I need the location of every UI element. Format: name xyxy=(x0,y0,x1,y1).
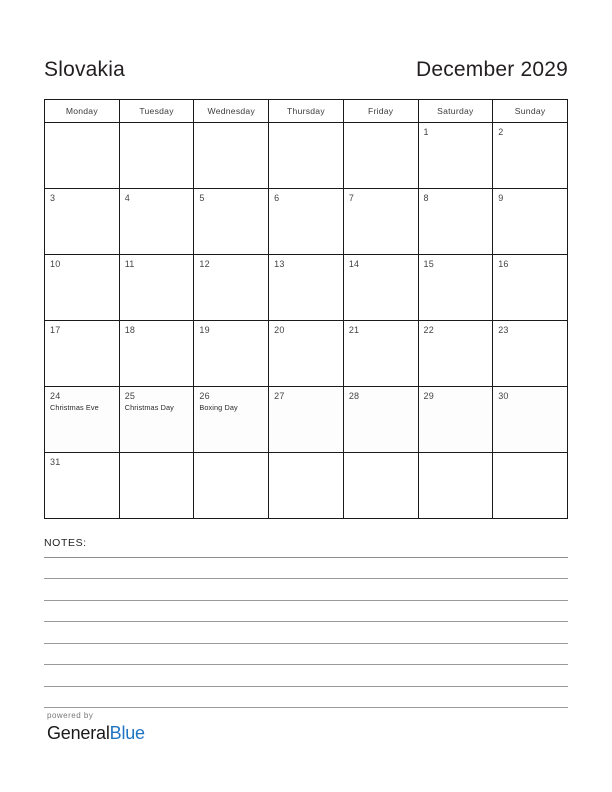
note-line[interactable] xyxy=(44,644,568,666)
day-number: 29 xyxy=(423,391,434,401)
calendar-week-row xyxy=(45,123,568,189)
note-line[interactable] xyxy=(44,579,568,601)
day-cell-6[interactable] xyxy=(269,189,344,255)
day-cell-empty xyxy=(119,123,194,189)
day-cell-13[interactable] xyxy=(269,255,344,321)
day-cell-16[interactable] xyxy=(493,255,568,321)
day-cell-empty xyxy=(343,453,418,519)
weekday-header-tuesday: Tuesday xyxy=(119,100,194,123)
day-cell-2[interactable] xyxy=(493,123,568,189)
brand-blue-text: Blue xyxy=(109,723,145,743)
day-number: 25 xyxy=(124,391,136,401)
day-number: 21 xyxy=(348,325,360,335)
day-number: 31 xyxy=(50,457,61,467)
weekday-header-thursday: Thursday xyxy=(269,100,344,123)
day-cell-21[interactable] xyxy=(343,321,418,387)
day-cell-1[interactable] xyxy=(418,123,493,189)
day-cell-5[interactable] xyxy=(194,189,269,255)
day-number: 20 xyxy=(274,325,285,335)
note-line[interactable] xyxy=(44,665,568,687)
day-number: 10 xyxy=(50,259,61,269)
day-number: 11 xyxy=(124,259,135,269)
note-line[interactable] xyxy=(44,558,568,580)
calendar-week-row xyxy=(45,255,568,321)
day-cell-17[interactable] xyxy=(45,321,120,387)
day-cell-empty xyxy=(493,453,568,519)
day-cell-10[interactable] xyxy=(45,255,120,321)
day-number: 2 xyxy=(498,127,504,137)
holiday-label: Christmas Eve xyxy=(50,403,99,412)
day-cell-12[interactable] xyxy=(194,255,269,321)
powered-by-label: powered by xyxy=(47,711,94,720)
day-cell-24[interactable] xyxy=(45,387,120,453)
day-cell-7[interactable] xyxy=(343,189,418,255)
weekday-header-saturday: Saturday xyxy=(418,100,493,123)
weekday-header-friday: Friday xyxy=(343,100,418,123)
day-number: 8 xyxy=(423,193,429,203)
calendar-week-row xyxy=(45,387,568,453)
day-number: 6 xyxy=(274,193,280,203)
day-number: 24 xyxy=(50,391,61,401)
weekday-header-wednesday: Wednesday xyxy=(194,100,269,123)
calendar-week-row xyxy=(45,189,568,255)
day-cell-23[interactable] xyxy=(493,321,568,387)
note-line[interactable] xyxy=(44,622,568,644)
day-number: 1 xyxy=(423,127,429,137)
day-number: 12 xyxy=(199,259,210,269)
holiday-label: Christmas Day xyxy=(124,403,174,412)
day-cell-empty xyxy=(269,453,344,519)
note-line[interactable] xyxy=(44,687,568,709)
day-cell-25[interactable] xyxy=(119,387,194,453)
calendar-week-row xyxy=(45,321,568,387)
day-cell-empty xyxy=(343,123,418,189)
note-line[interactable] xyxy=(44,601,568,623)
day-cell-26[interactable] xyxy=(194,387,269,453)
notes-lines xyxy=(44,555,568,709)
day-cell-20[interactable] xyxy=(269,321,344,387)
calendar-week-row xyxy=(45,453,568,519)
day-number: 30 xyxy=(498,391,509,401)
weekday-header-row xyxy=(45,100,568,123)
day-cell-9[interactable] xyxy=(493,189,568,255)
day-cell-8[interactable] xyxy=(418,189,493,255)
day-number: 18 xyxy=(124,325,136,335)
day-number: 19 xyxy=(199,325,210,335)
day-number: 23 xyxy=(498,325,509,335)
day-number: 15 xyxy=(423,259,434,269)
notes-label: NOTES: xyxy=(44,537,87,549)
day-number: 13 xyxy=(274,259,285,269)
day-cell-29[interactable] xyxy=(418,387,493,453)
brand-general-text: General xyxy=(47,723,110,743)
country-title: Slovakia xyxy=(44,57,125,81)
day-cell-19[interactable] xyxy=(194,321,269,387)
day-cell-empty xyxy=(119,453,194,519)
day-cell-empty xyxy=(269,123,344,189)
day-cell-3[interactable] xyxy=(45,189,120,255)
day-number: 5 xyxy=(199,193,205,203)
day-number: 14 xyxy=(348,259,360,269)
notes-section xyxy=(44,538,568,708)
day-number: 3 xyxy=(50,193,56,203)
day-cell-15[interactable] xyxy=(418,255,493,321)
day-number: 28 xyxy=(348,391,360,401)
calendar-grid xyxy=(44,99,568,519)
day-number: 26 xyxy=(199,391,210,401)
generalblue-logo xyxy=(47,724,347,742)
weekday-header-monday: Monday xyxy=(45,100,120,123)
day-cell-11[interactable] xyxy=(119,255,194,321)
day-number: 9 xyxy=(498,193,504,203)
day-number: 16 xyxy=(498,259,509,269)
day-number: 22 xyxy=(423,325,434,335)
day-number: 17 xyxy=(50,325,61,335)
calendar-weeks xyxy=(45,123,568,519)
day-cell-27[interactable] xyxy=(269,387,344,453)
day-number: 27 xyxy=(274,391,285,401)
day-number: 4 xyxy=(124,193,130,203)
day-cell-empty xyxy=(418,453,493,519)
day-cell-30[interactable] xyxy=(493,387,568,453)
footer-branding xyxy=(47,712,347,742)
holiday-label: Boxing Day xyxy=(199,403,238,412)
day-cell-empty xyxy=(45,123,120,189)
day-cell-22[interactable] xyxy=(418,321,493,387)
weekday-header-sunday: Sunday xyxy=(493,100,568,123)
day-cell-28[interactable] xyxy=(343,387,418,453)
day-cell-31[interactable] xyxy=(45,453,120,519)
month-year-title: December 2029 xyxy=(415,57,568,81)
page-header xyxy=(44,48,568,90)
day-cell-empty xyxy=(194,123,269,189)
day-cell-empty xyxy=(194,453,269,519)
day-cell-18[interactable] xyxy=(119,321,194,387)
day-cell-14[interactable] xyxy=(343,255,418,321)
day-cell-4[interactable] xyxy=(119,189,194,255)
day-number: 7 xyxy=(348,193,355,203)
